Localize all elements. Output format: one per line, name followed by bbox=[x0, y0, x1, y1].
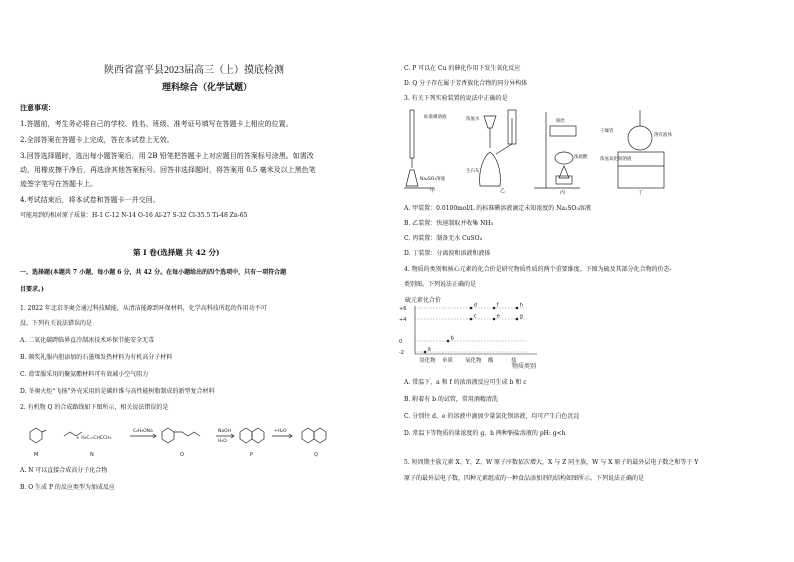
data-point bbox=[493, 307, 496, 310]
label-text1-ding: 干燥管 bbox=[600, 129, 614, 134]
q2-option-c: C. P 可以在 Cu 的催化作用下发生氧化反应 bbox=[404, 65, 521, 72]
y-tick-label: -2 bbox=[399, 350, 404, 356]
chart-xlabel: 物质类别 bbox=[512, 363, 537, 370]
x-tick-label: 酸 bbox=[488, 358, 494, 364]
plus-reagent: + H₂C=CHCCH₃ bbox=[76, 436, 112, 441]
point-label: c bbox=[473, 313, 477, 320]
right-column bbox=[397, 0, 794, 562]
point-label: h bbox=[519, 302, 523, 309]
tube-bing bbox=[550, 126, 576, 136]
label-n: N bbox=[90, 452, 94, 458]
label-reagent1-yi: 浓氨水 bbox=[466, 117, 480, 122]
ring-q1 bbox=[302, 428, 314, 443]
notice-item: 4.考试结束后，将本试卷和答题卡一并交回。 bbox=[20, 196, 160, 204]
label-yi: 乙 bbox=[500, 188, 506, 194]
q1-option-c: C. 滑雪服采用的聚氨酯材料可有效减小空气阻力 bbox=[20, 371, 149, 378]
q1-option-d: D. 冬奥火炬“飞扬”外壳采用的是碳纤维与高性能树脂制成的新型复合材料 bbox=[20, 388, 215, 395]
ring-p2 bbox=[252, 428, 264, 443]
notice-heading: 注意事项： bbox=[20, 103, 55, 112]
data-point bbox=[516, 307, 519, 310]
label-text3-ding: 浓氢氧化钠溶液 bbox=[600, 157, 632, 162]
section-intro: 目要求。) bbox=[20, 286, 44, 293]
q4-option-d: D. 常温下等物质的量浓度的 g、h 两种钠盐溶液的 pH: g<h bbox=[404, 430, 566, 437]
reagent-3: H₂O bbox=[218, 439, 227, 444]
data-point bbox=[516, 318, 519, 321]
burette bbox=[410, 110, 414, 158]
flask-yi bbox=[480, 152, 501, 186]
q3-option-b: B. 乙装置：快速制取并收集 NH₃ bbox=[404, 220, 494, 227]
q4-option-c: C. 分别往 d、e 的溶液中滴加少量氯化钡溶液，均可产生白色沉淀 bbox=[404, 413, 580, 420]
funnel-ding bbox=[628, 126, 652, 150]
q4-stem: 4. 物质的类别和核心元素的化合价是研究物质性质的两个重要维度。下图为硫及其部分化合物的价态- bbox=[404, 266, 672, 273]
data-point bbox=[493, 318, 496, 321]
label-o: O bbox=[180, 452, 184, 458]
label-text2-ding: 溶有液体 bbox=[654, 133, 672, 138]
label-q: Q bbox=[314, 452, 318, 458]
label-ding: 丁 bbox=[638, 190, 644, 196]
q5-stem: 5. 短周期主族元素 X、Y、Z、W 原子序数依次增大，X 与 Z 同主族，W 与 X 原子的最外层电子数之和等于 Y bbox=[404, 459, 699, 466]
notice-item: 3.回答选择题时，选出每小题答案后，用 2B 铅笔把答题卡上对应题目的答案标号涂黑。如需改 bbox=[20, 152, 314, 160]
valence-category-chart bbox=[397, 294, 567, 372]
label-text2-bing: 浓硫酸 bbox=[574, 155, 588, 160]
reagent-1: C₂H₅ONa bbox=[133, 429, 153, 434]
q3-stem: 3. 有关下列实验装置的说法中正确的是 bbox=[404, 95, 508, 102]
q1-option-b: B. 颁奖礼服内胆添加的石墨烯发热材料为有机高分子材料 bbox=[20, 354, 173, 361]
funnel-yi bbox=[484, 116, 496, 128]
x-tick-label: 单质 bbox=[442, 358, 454, 364]
y-tick-label: +6 bbox=[399, 306, 407, 312]
notice-item: 动，用橡皮擦干净后，再选涂其他答案标号。回答非选择题时，将答案用 0.5 毫米及以上黑色笔 bbox=[20, 166, 316, 174]
reagent-4: +H₂O bbox=[274, 429, 287, 434]
point-label: d bbox=[473, 302, 477, 309]
notice-item: 迹签字笔写在答题卡上。 bbox=[20, 180, 97, 188]
y-tick-label: 0 bbox=[399, 339, 403, 345]
q4-option-b: B. 附着有 b 的试管，常用酒精清洗 bbox=[404, 396, 498, 403]
point-label: f bbox=[496, 302, 499, 309]
x-tick-label: 氧化物 bbox=[465, 358, 482, 364]
ring-m bbox=[30, 428, 42, 443]
q5-stem: 原子的最外层电子数，四种元素组成的一种食品添加剂的结构如图所示。下列说法正确的是 bbox=[404, 475, 645, 482]
ring-q2 bbox=[314, 428, 326, 443]
data-point bbox=[447, 340, 450, 343]
label-reagent2-yi: 生石灰 bbox=[466, 169, 480, 174]
label-text1-bing: 铜丝 bbox=[556, 119, 565, 124]
chart-ylabel: 硫元素化合价 bbox=[405, 297, 442, 304]
reagent-2: NaOH bbox=[218, 429, 232, 434]
q3-option-a: A. 甲装置：0.0100mol/L 的标准碘溶液滴定未知浓度的 Na₂SO₃溶液 bbox=[404, 205, 591, 212]
notice-item: 1.答题前，考生务必将自己的学校、姓名、班级、准考证号填写在答题卡上相应的位置。 bbox=[20, 120, 293, 128]
label-m: M bbox=[34, 452, 39, 458]
x-tick-label: 氢化物 bbox=[419, 358, 436, 364]
label-jia: 甲 bbox=[430, 188, 436, 194]
y-tick-label: +4 bbox=[399, 317, 407, 323]
section-intro: 一、选择题(本题共 7 小题，每小题 6 分，共 42 分。在每小题给出的四个选项中，只有一项符合题 bbox=[20, 269, 287, 276]
section-title: 第 I 卷(选择题 共 42 分) bbox=[133, 248, 220, 257]
page-subtitle: 理科综合（化学试题） bbox=[162, 82, 253, 92]
q3-option-d: D. 丁装置：分离溴和溶液和液体 bbox=[404, 250, 491, 257]
label-solution-jia: Na₂SO₃溶液 bbox=[420, 177, 446, 182]
point-label: b bbox=[450, 335, 454, 342]
data-point bbox=[470, 307, 473, 310]
q2-option-d: D. Q 分子存在属于芳香族化合物的同分异构体 bbox=[404, 80, 528, 87]
data-point bbox=[470, 318, 473, 321]
q4-stem: 类别图。下列说法正确的是 bbox=[404, 281, 477, 288]
q2-option-a: A. N 可以直接合成高分子化合物 bbox=[20, 467, 108, 474]
flask-jia bbox=[406, 170, 418, 186]
q1-stem: 没。下列有关说法错误的是 bbox=[20, 320, 93, 327]
apparatus-figure bbox=[404, 108, 674, 194]
notice-item: 2.全部答案在答题卡上完成，答在本试卷上无效。 bbox=[20, 136, 174, 144]
q2-stem: 2. 有机物 Q 的合成路线如下图所示，相关说法错误的是 bbox=[20, 404, 169, 411]
point-label: a bbox=[427, 346, 431, 353]
ring-p1 bbox=[240, 428, 252, 443]
point-label: g bbox=[519, 313, 523, 320]
q1-option-a: A. 二氧化碳跨临界直冷制冰技术环保节能安全无毒 bbox=[20, 337, 155, 344]
x-tick-label: 盐 bbox=[511, 358, 517, 364]
data-point bbox=[424, 351, 427, 354]
atomic-masses: 可能用到的相对原子质量：H-1 C-12 N-14 O-16 Al-27 S-32 Cl-35.5 Ti-48 Zn-65 bbox=[20, 212, 248, 219]
ring-o bbox=[162, 428, 174, 443]
q4-option-a: A. 常温下，a 和 f 的浓溶液反应可生成 b 和 c bbox=[404, 379, 527, 386]
q1-stem: 1. 2022 年北京冬奥会通过科技赋能，从清洁能源到环保材料，化学高科技所起的作用功不可 bbox=[20, 305, 267, 312]
label-p: P bbox=[250, 452, 254, 458]
point-label: e bbox=[496, 313, 500, 320]
label-bing: 丙 bbox=[560, 190, 566, 196]
label-reagent-jia: 标准碘溶液 bbox=[424, 115, 447, 120]
reaction-scheme bbox=[20, 420, 380, 462]
q3-option-c: C. 丙装置：制备无水 CuSO₄ bbox=[404, 235, 482, 242]
page-title: 陕西省富平县2023届高三（上）摸底检测 bbox=[104, 65, 284, 76]
q2-option-b: B. O 生成 P 的反应类型为加成反应 bbox=[20, 484, 115, 491]
